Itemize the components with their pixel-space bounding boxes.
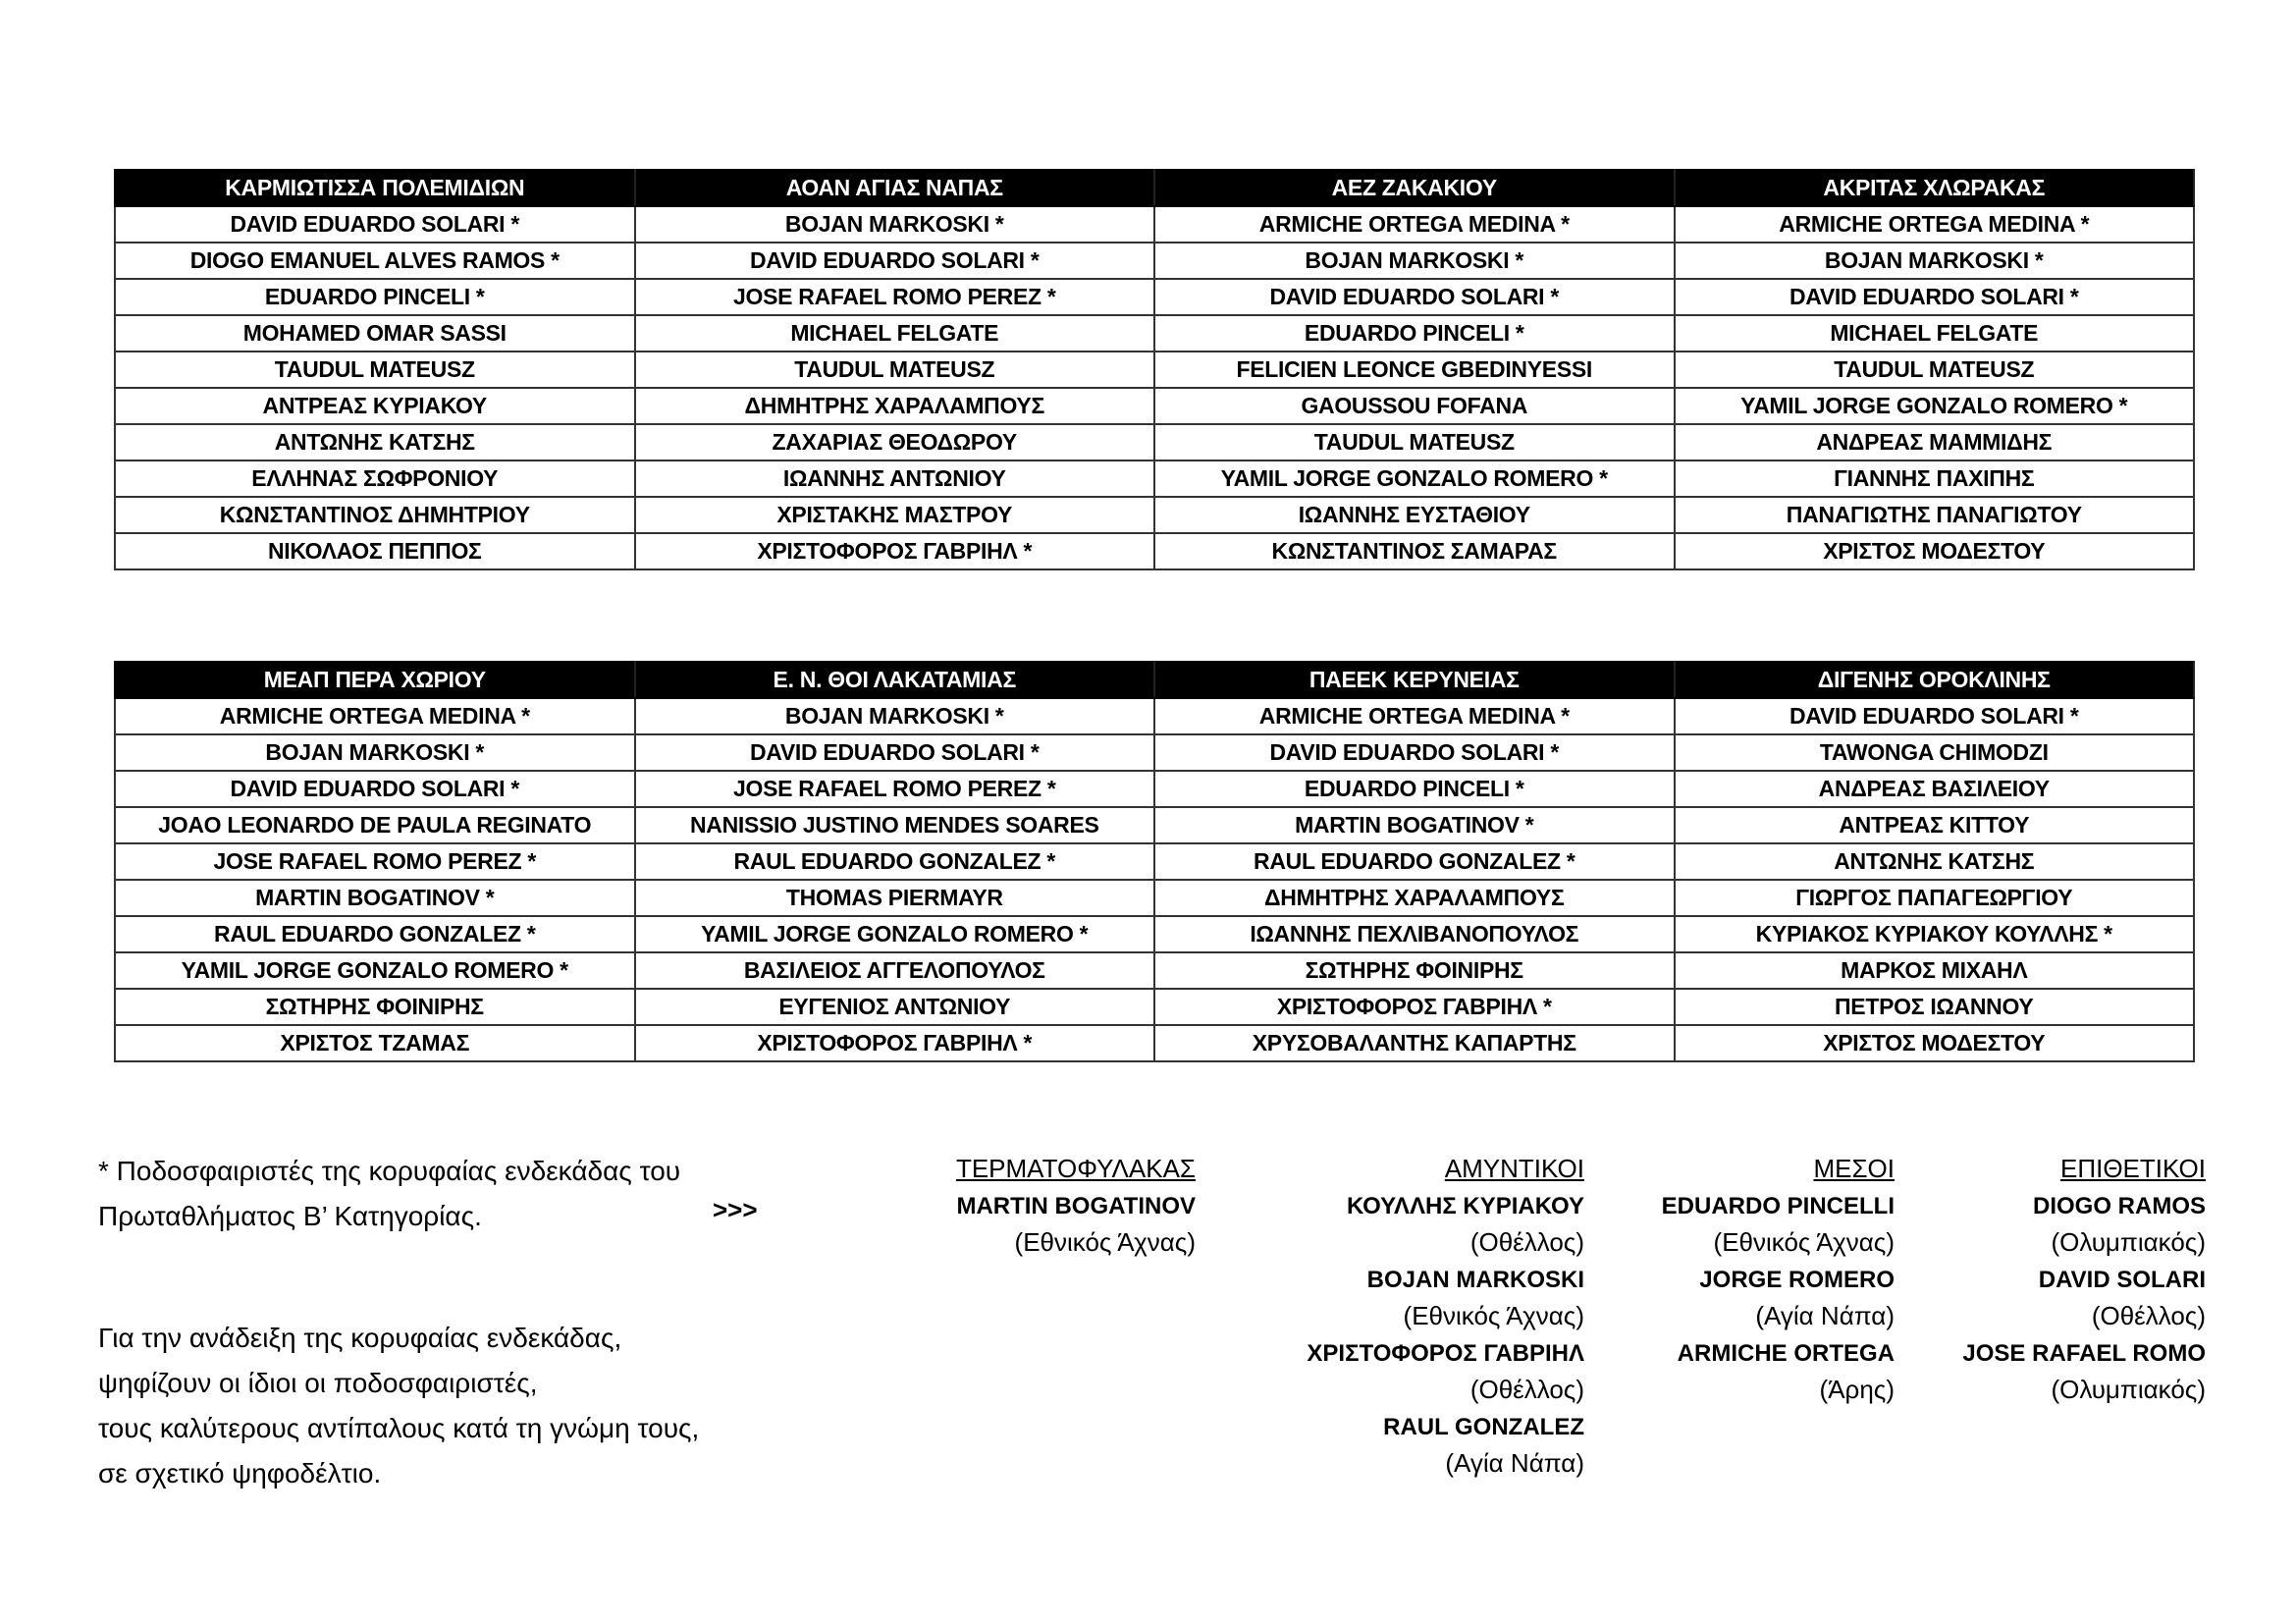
player-cell: ΑΝΤΡΕΑΣ ΚΙΤΤΟΥ (1675, 807, 2195, 843)
player-club: (Αγία Νάπα) (1445, 1448, 1584, 1478)
player-cell: DAVID EDUARDO SOLARI * (115, 771, 635, 807)
player-cell: ΧΡΙΣΤΟΦΟΡΟΣ ΓΑΒΡΙΗΛ * (635, 533, 1155, 569)
table-row (115, 460, 2194, 497)
player-cell: RAUL EDUARDO GONZALEZ * (115, 916, 635, 952)
player-cell: TAUDUL MATEUSZ (1675, 352, 2195, 388)
player-cell: THOMAS PIERMAYR (635, 880, 1155, 916)
team-header: ΔΙΓΕΝΗΣ ΟΡΟΚΛΙΝΗΣ (1675, 662, 2195, 698)
player-cell: ΙΩΑΝΝΗΣ ΕΥΣΤΑΘΙΟΥ (1154, 497, 1675, 533)
squad-table-1 (114, 169, 2195, 570)
player-cell: ΙΩΑΝΝΗΣ ΑΝΤΩΝΙΟΥ (635, 460, 1155, 497)
player-cell: MICHAEL FELGATE (1675, 315, 2195, 352)
player-cell: BOJAN MARKOSKI * (1154, 243, 1675, 279)
footnote-line: * Ποδοσφαιριστές της κορυφαίας ενδεκάδας του (98, 1156, 681, 1186)
player-cell: ARMICHE ORTEGA MEDINA * (115, 698, 635, 734)
player-club: (Οθέλλος) (1469, 1375, 1584, 1404)
player-cell: ARMICHE ORTEGA MEDINA * (1675, 206, 2195, 243)
player-cell: ΑΝΔΡΕΑΣ ΜΑΜΜΙΔΗΣ (1675, 424, 2195, 460)
player-cell: ΖΑΧΑΡΙΑΣ ΘΕΟΔΩΡΟΥ (635, 424, 1155, 460)
best-eleven-midfielders (1662, 1151, 1895, 1409)
player-cell: RAUL EDUARDO GONZALEZ * (635, 843, 1155, 880)
player-name: ARMICHE ORTEGA (1677, 1339, 1895, 1367)
player-cell: ΓΙΑΝΝΗΣ ΠΑΧΙΠΗΣ (1675, 460, 2195, 497)
player-club: (Οθέλλος) (2091, 1301, 2206, 1330)
player-cell: DAVID EDUARDO SOLARI * (1154, 279, 1675, 315)
player-cell: ΚΩΝΣΤΑΝΤΙΝΟΣ ΔΗΜΗΤΡΙΟΥ (115, 497, 635, 533)
player-cell: ΚΥΡΙΑΚΟΣ ΚΥΡΙΑΚΟΥ ΚΟΥΛΛΗΣ * (1675, 916, 2195, 952)
table-row (115, 771, 2194, 807)
position-heading: ΤΕΡΜΑΤΟΦΥΛΑΚΑΣ (955, 1154, 1196, 1183)
player-cell: MARTIN BOGATINOV * (115, 880, 635, 916)
team-header: ΚΑΡΜΙΩΤΙΣΣΑ ΠΟΛΕΜΙΔΙΩΝ (115, 170, 635, 206)
player-cell: DAVID EDUARDO SOLARI * (635, 243, 1155, 279)
table-row (115, 698, 2194, 734)
player-name: MARTIN BOGATINOV (956, 1192, 1196, 1219)
player-cell: BOJAN MARKOSKI * (1675, 243, 2195, 279)
table-row (115, 206, 2194, 243)
player-name: RAUL GONZALEZ (1383, 1413, 1584, 1440)
player-cell: ΣΩΤΗΡΗΣ ΦΟΙΝΙΡΗΣ (1154, 952, 1675, 989)
table-row (115, 424, 2194, 460)
best-eleven-defenders (1307, 1151, 1584, 1483)
player-cell: ΠΕΤΡΟΣ ΙΩΑΝΝΟΥ (1675, 989, 2195, 1025)
table-row (115, 807, 2194, 843)
team-header: Ε. Ν. ΘΟΙ ΛΑΚΑΤΑΜΙΑΣ (635, 662, 1155, 698)
player-cell: ΑΝΤΡΕΑΣ ΚΥΡΙΑΚΟΥ (115, 388, 635, 424)
table-row (115, 989, 2194, 1025)
player-cell: ΧΡΙΣΤΟΦΟΡΟΣ ΓΑΒΡΙΗΛ * (635, 1025, 1155, 1061)
player-name: JOSE RAFAEL ROMO (1962, 1339, 2206, 1367)
best-eleven-forwards (1962, 1151, 2206, 1409)
footnote (98, 1149, 766, 1239)
best-eleven-goalkeeper (956, 1151, 1196, 1262)
player-cell: FELICIEN LEONCE GBEDINYESSI (1154, 352, 1675, 388)
footnote-line: Πρωταθλήματος Β’ Κατηγορίας. (98, 1201, 482, 1231)
player-cell: YAMIL JORGE GONZALO ROMERO * (1675, 388, 2195, 424)
player-name: ΚΟΥΛΛΗΣ ΚΥΡΙΑΚΟΥ (1346, 1192, 1584, 1219)
player-cell: ΕΥΓΕΝΙΟΣ ΑΝΤΩΝΙΟΥ (635, 989, 1155, 1025)
player-cell: ΧΡΙΣΤΑΚΗΣ ΜΑΣΤΡΟΥ (635, 497, 1155, 533)
explanation-line: τους καλύτερους αντίπαλους κατά τη γνώμη τους, (98, 1413, 700, 1443)
player-club: (Άρης) (1819, 1375, 1895, 1404)
table-row (115, 352, 2194, 388)
player-cell: JOSE RAFAEL ROMO PEREZ * (635, 279, 1155, 315)
player-cell: JOAO LEONARDO DE PAULA REGINATO (115, 807, 635, 843)
player-cell: MICHAEL FELGATE (635, 315, 1155, 352)
player-cell: JOSE RAFAEL ROMO PEREZ * (115, 843, 635, 880)
header-row (115, 170, 2194, 206)
explanation-line: σε σχετικό ψηφοδέλτιο. (98, 1458, 382, 1489)
table-row (115, 916, 2194, 952)
player-cell: MOHAMED OMAR SASSI (115, 315, 635, 352)
player-cell: ΧΡΙΣΤΟΣ ΜΟΔΕΣΤΟΥ (1675, 533, 2195, 569)
player-club: (Εθνικός Άχνας) (1713, 1227, 1895, 1257)
player-cell: ΠΑΝΑΓΙΩΤΗΣ ΠΑΝΑΓΙΩΤΟΥ (1675, 497, 2195, 533)
position-heading: ΑΜΥΝΤΙΚΟΙ (1444, 1154, 1584, 1183)
position-heading: ΕΠΙΘΕΤΙΚΟΙ (2059, 1154, 2206, 1183)
table-row (115, 243, 2194, 279)
player-cell: ΚΩΝΣΤΑΝΤΙΝΟΣ ΣΑΜΑΡΑΣ (1154, 533, 1675, 569)
player-cell: DAVID EDUARDO SOLARI * (1675, 698, 2195, 734)
player-cell: DAVID EDUARDO SOLARI * (635, 734, 1155, 771)
player-cell: YAMIL JORGE GONZALO ROMERO * (1154, 460, 1675, 497)
team-header: ΜΕΑΠ ΠΕΡΑ ΧΩΡΙΟΥ (115, 662, 635, 698)
player-club: (Οθέλλος) (1469, 1227, 1584, 1257)
player-cell: ΧΡΙΣΤΟΦΟΡΟΣ ΓΑΒΡΙΗΛ * (1154, 989, 1675, 1025)
player-club: (Αγία Νάπα) (1755, 1301, 1895, 1330)
player-cell: DAVID EDUARDO SOLARI * (1675, 279, 2195, 315)
player-cell: DIOGO EMANUEL ALVES RAMOS * (115, 243, 635, 279)
player-cell: GAOUSSOU FOFANA (1154, 388, 1675, 424)
explanation-line: ψηφίζουν οι ίδιοι οι ποδοσφαιριστές, (98, 1368, 538, 1398)
header-row (115, 662, 2194, 698)
voting-explanation (98, 1316, 699, 1496)
player-club: (Εθνικός Άχνας) (1403, 1301, 1584, 1330)
player-cell: ΔΗΜΗΤΡΗΣ ΧΑΡΑΛΑΜΠΟΥΣ (1154, 880, 1675, 916)
player-cell: NANISSIO JUSTINO MENDES SOARES (635, 807, 1155, 843)
arrows-indicator: >>> (713, 1195, 758, 1224)
table-row (115, 952, 2194, 989)
player-cell: EDUARDO PINCELI * (1154, 315, 1675, 352)
player-name: DIOGO RAMOS (2032, 1192, 2206, 1219)
player-cell: JOSE RAFAEL ROMO PEREZ * (635, 771, 1155, 807)
player-cell: ARMICHE ORTEGA MEDINA * (1154, 206, 1675, 243)
player-cell: ΜΑΡΚΟΣ ΜΙΧΑΗΛ (1675, 952, 2195, 989)
table-row (115, 533, 2194, 569)
player-club: (Εθνικός Άχνας) (1014, 1227, 1196, 1257)
player-name: ΧΡΙΣΤΟΦΟΡΟΣ ΓΑΒΡΙΗΛ (1307, 1339, 1584, 1367)
player-cell: ΕΛΛΗΝΑΣ ΣΩΦΡΟΝΙΟΥ (115, 460, 635, 497)
player-cell: ΑΝΤΩΝΗΣ ΚΑΤΣΗΣ (1675, 843, 2195, 880)
player-cell: ΒΑΣΙΛΕΙΟΣ ΑΓΓΕΛΟΠΟΥΛΟΣ (635, 952, 1155, 989)
player-cell: DAVID EDUARDO SOLARI * (1154, 734, 1675, 771)
player-cell: EDUARDO PINCELI * (1154, 771, 1675, 807)
player-cell: YAMIL JORGE GONZALO ROMERO * (635, 916, 1155, 952)
team-header: ΑΕΖ ΖΑΚΑΚΙΟΥ (1154, 170, 1675, 206)
player-cell: ΙΩΑΝΝΗΣ ΠΕΧΛΙΒΑΝΟΠΟΥΛΟΣ (1154, 916, 1675, 952)
player-club: (Ολυμπιακός) (2051, 1375, 2206, 1404)
player-cell: ΝΙΚΟΛΑΟΣ ΠΕΠΠΟΣ (115, 533, 635, 569)
player-cell: ΑΝΤΩΝΗΣ ΚΑΤΣΗΣ (115, 424, 635, 460)
squad-table-2 (114, 661, 2195, 1062)
table-row (115, 1025, 2194, 1061)
player-cell: ΧΡΥΣΟΒΑΛΑΝΤΗΣ ΚΑΠΑΡΤΗΣ (1154, 1025, 1675, 1061)
player-club: (Ολυμπιακός) (2051, 1227, 2206, 1257)
player-cell: BOJAN MARKOSKI * (115, 734, 635, 771)
table-row (115, 880, 2194, 916)
player-cell: ΓΙΩΡΓΟΣ ΠΑΠΑΓΕΩΡΓΙΟΥ (1675, 880, 2195, 916)
player-cell: BOJAN MARKOSKI * (635, 698, 1155, 734)
player-cell: ΔΗΜΗΤΡΗΣ ΧΑΡΑΛΑΜΠΟΥΣ (635, 388, 1155, 424)
player-name: EDUARDO PINCELLI (1661, 1192, 1895, 1219)
player-cell: YAMIL JORGE GONZALO ROMERO * (115, 952, 635, 989)
player-name: DAVID SOLARI (2038, 1266, 2206, 1293)
table-row (115, 315, 2194, 352)
team-header: ΑΚΡΙΤΑΣ ΧΛΩΡΑΚΑΣ (1675, 170, 2195, 206)
table-row (115, 843, 2194, 880)
table-row (115, 497, 2194, 533)
player-cell: EDUARDO PINCELI * (115, 279, 635, 315)
player-cell: RAUL EDUARDO GONZALEZ * (1154, 843, 1675, 880)
table-row (115, 388, 2194, 424)
explanation-line: Για την ανάδειξη της κορυφαίας ενδεκάδας, (98, 1323, 622, 1353)
player-cell: ΣΩΤΗΡΗΣ ΦΟΙΝΙΡΗΣ (115, 989, 635, 1025)
player-cell: ΧΡΙΣΤΟΣ ΤΖΑΜΑΣ (115, 1025, 635, 1061)
player-cell: TAWONGA CHIMODZI (1675, 734, 2195, 771)
position-heading: ΜΕΣΟΙ (1813, 1154, 1895, 1183)
player-cell: TAUDUL MATEUSZ (115, 352, 635, 388)
player-name: JORGE ROMERO (1699, 1266, 1895, 1293)
player-cell: TAUDUL MATEUSZ (1154, 424, 1675, 460)
player-cell: MARTIN BOGATINOV * (1154, 807, 1675, 843)
table-row (115, 279, 2194, 315)
player-name: BOJAN MARKOSKI (1366, 1266, 1584, 1293)
table-row (115, 734, 2194, 771)
player-cell: ΑΝΔΡΕΑΣ ΒΑΣΙΛΕΙΟΥ (1675, 771, 2195, 807)
player-cell: ΧΡΙΣΤΟΣ ΜΟΔΕΣΤΟΥ (1675, 1025, 2195, 1061)
player-cell: ARMICHE ORTEGA MEDINA * (1154, 698, 1675, 734)
player-cell: BOJAN MARKOSKI * (635, 206, 1155, 243)
team-header: ΠΑΕΕΚ ΚΕΡΥΝΕΙΑΣ (1154, 662, 1675, 698)
player-cell: DAVID EDUARDO SOLARI * (115, 206, 635, 243)
player-cell: TAUDUL MATEUSZ (635, 352, 1155, 388)
team-header: ΑΟΑΝ ΑΓΙΑΣ ΝΑΠΑΣ (635, 170, 1155, 206)
